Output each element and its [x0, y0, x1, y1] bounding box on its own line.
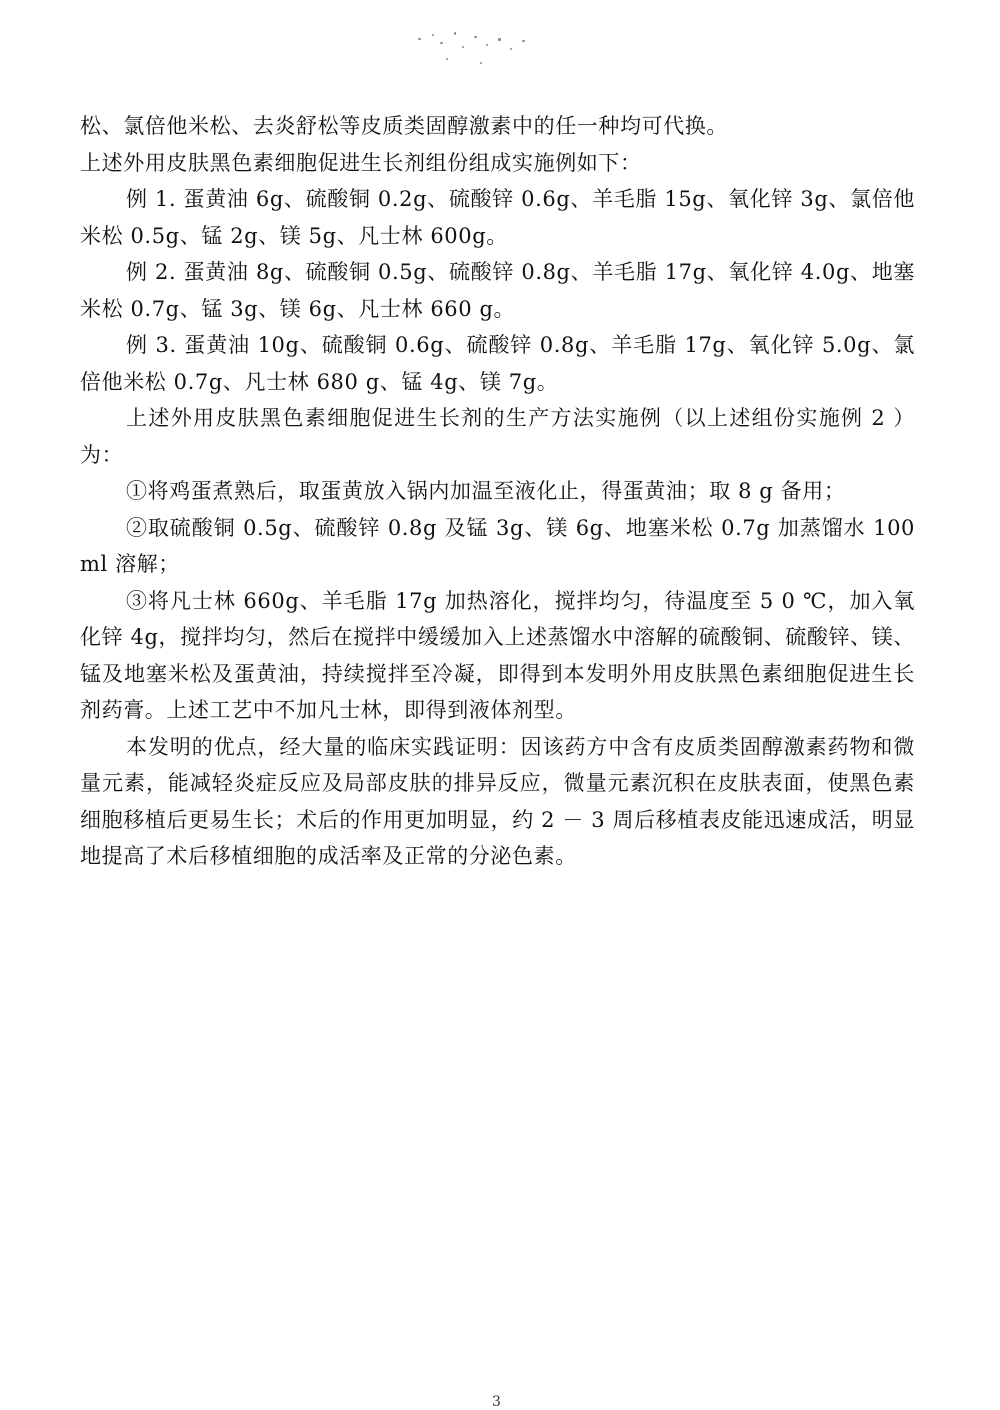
- paragraph-step-3: ③将凡士林 660g、羊毛脂 17g 加热溶化，搅拌均匀，待温度至 5 0 ℃，加入氧化锌 4g，搅拌均匀，然后在搅拌中缓缓加入上述蒸馏水中溶解的硫酸铜、硫酸锌、镁、锰及地塞米松及蛋黄油，持续搅拌至冷凝，即得到本发明外用皮肤黑色素细胞促进生长剂药膏。上述工艺中不加凡士林，即得到液体剂型。: [80, 588, 915, 722]
- paragraph-example-2: 例 2. 蛋黄油 8g、硫酸铜 0.5g、硫酸锌 0.8g、羊毛脂 17g、氧化锌 4.0g、地塞米松 0.7g、锰 3g、镁 6g、凡士林 660 g。: [80, 260, 915, 321]
- paragraph-step-2: ②取硫酸铜 0.5g、硫酸锌 0.8g 及锰 3g、镁 6g、地塞米松 0.7g 加蒸馏水 100ml 溶解；: [80, 515, 915, 576]
- paragraph-example-3: 例 3. 蛋黄油 10g、硫酸铜 0.6g、硫酸锌 0.8g、羊毛脂 17g、氧化锌 5.0g、氯倍他米松 0.7g、凡士林 680 g、锰 4g、镁 7g。: [80, 333, 915, 394]
- paragraph-step-1: ①将鸡蛋煮熟后，取蛋黄放入锅内加温至液化止，得蛋黄油；取 8 g 备用；: [126, 479, 846, 503]
- paragraph-example-1: 例 1. 蛋黄油 6g、硫酸铜 0.2g、硫酸锌 0.6g、羊毛脂 15g、氧化锌 3g、氯倍他米松 0.5g、锰 2g、镁 5g、凡士林 600g。: [80, 187, 915, 248]
- paragraph-continuation: 松、氯倍他米松、去炎舒松等皮质类固醇激素中的任一种均可代换。: [80, 114, 728, 138]
- paragraph-composition-intro: 上述外用皮肤黑色素细胞促进生长剂组份组成实施例如下：: [80, 150, 642, 175]
- document-body: [80, 108, 915, 875]
- paragraph-method-intro: 上述外用皮肤黑色素细胞促进生长剂的生产方法实施例（以上述组份实施例 2 ）为：: [80, 406, 915, 467]
- header-scan-mark: [410, 18, 540, 68]
- paragraph-advantages: 本发明的优点，经大量的临床实践证明：因该药方中含有皮质类固醇激素药物和微量元素，能减轻炎症反应及局部皮肤的排异反应，微量元素沉积在皮肤表面，使黑色素细胞移植后更易生长；术后的作用更加明显，约 2 － 3 周后移植表皮能迅速成活，明显地提高了术后移植细胞的成活率及正常的分泌色素。: [80, 734, 915, 868]
- page-number: 3: [492, 1394, 501, 1410]
